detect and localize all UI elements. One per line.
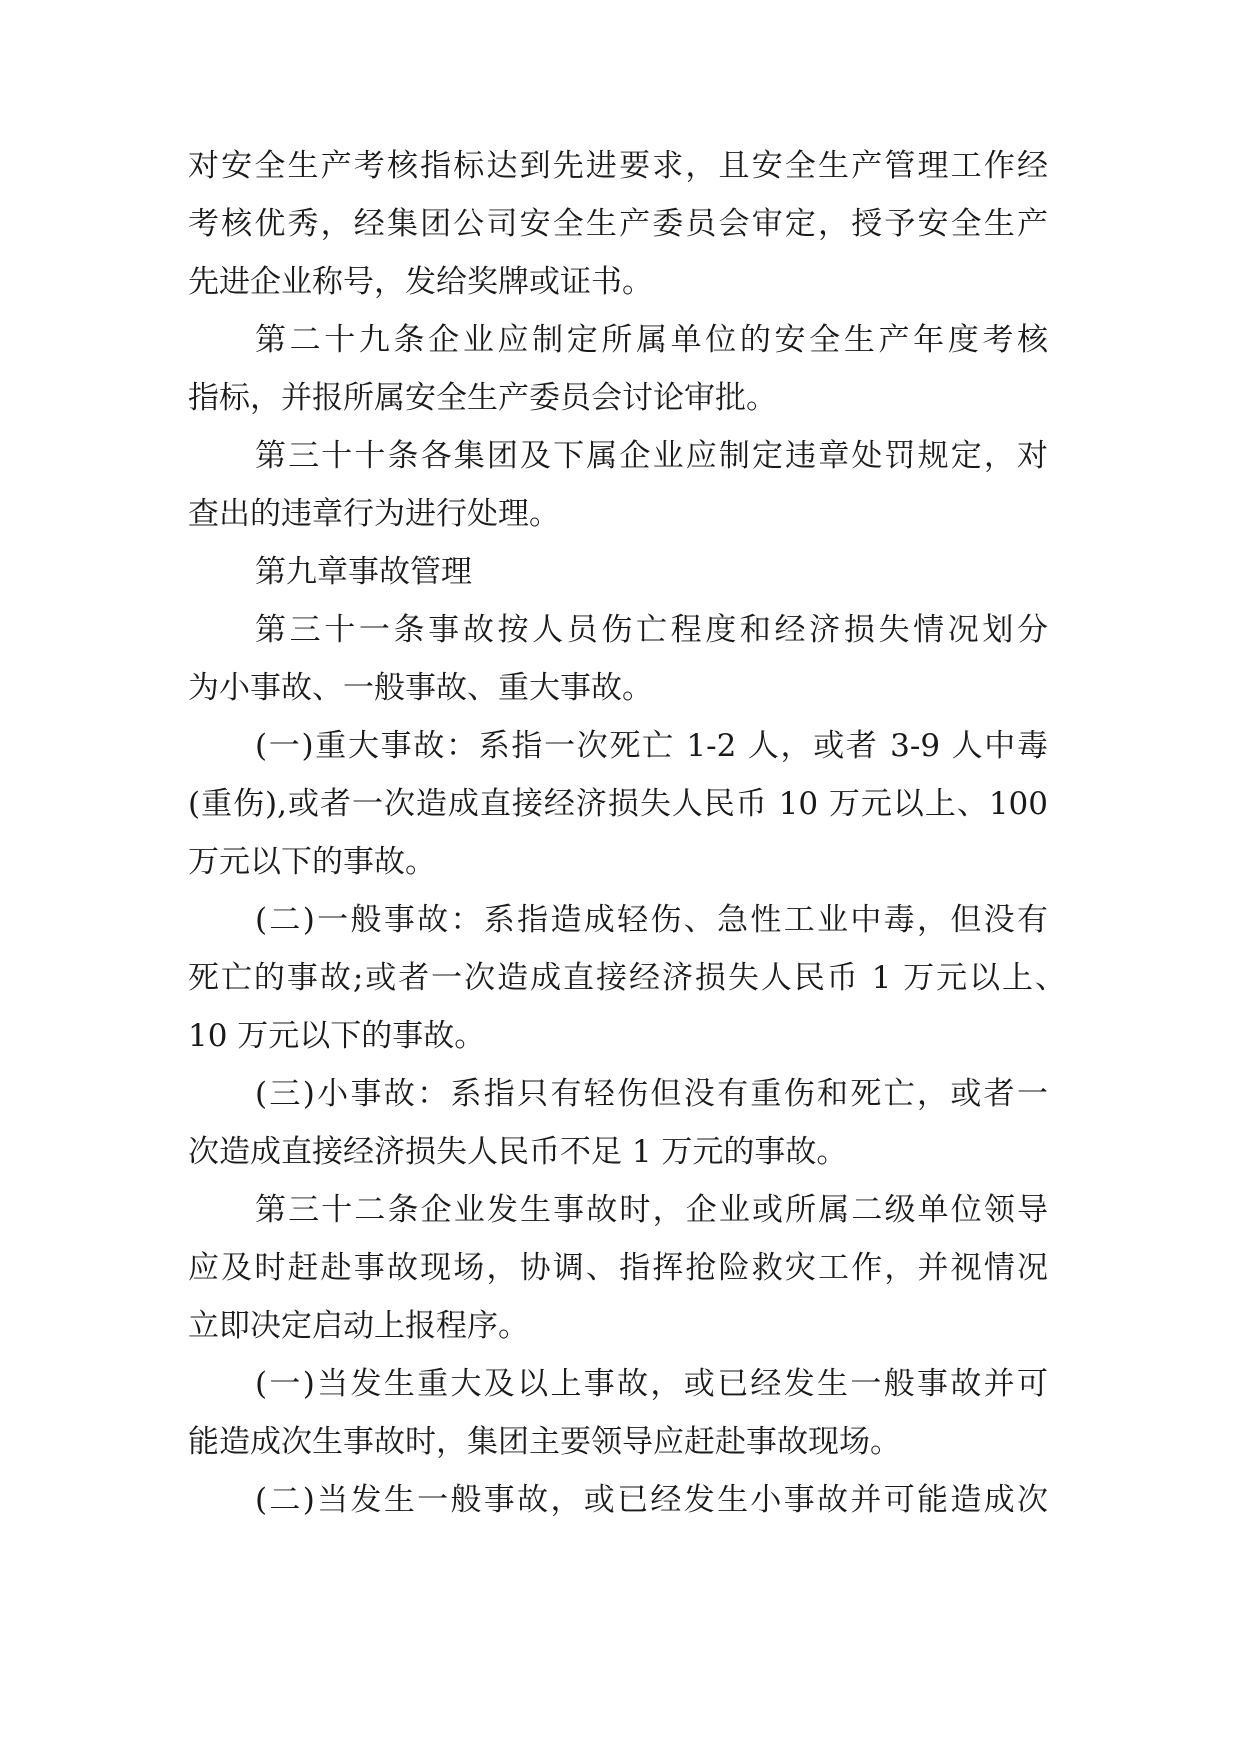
text-line: 能造成次生事故时，集团主要领导应赶赴事故现场。 xyxy=(188,1424,901,1460)
chapter-heading: 第九章事故管理 xyxy=(255,554,472,590)
text-line: 立即决定启动上报程序。 xyxy=(188,1308,529,1344)
text-line: (二)当发生一般事故，或已经发生小事故并可能造成次 xyxy=(255,1482,1048,1518)
text-line: 为小事故、一般事故、重大事故。 xyxy=(188,670,653,706)
text-line: (二)一般事故：系指造成轻伤、急性工业中毒，但没有 xyxy=(255,902,1048,938)
text-line: 次造成直接经济损失人民币不足 1 万元的事故。 xyxy=(188,1134,848,1170)
text-line: (三)小事故：系指只有轻伤但没有重伤和死亡，或者一 xyxy=(255,1076,1048,1112)
text-line: 第二十九条企业应制定所属单位的安全生产年度考核 xyxy=(255,322,1048,358)
text-line: 第三十十条各集团及下属企业应制定违章处罚规定，对 xyxy=(255,438,1048,474)
text-line: 第三十二条企业发生事故时，企业或所属二级单位领导 xyxy=(255,1192,1048,1228)
text-line: 先进企业称号，发给奖牌或证书。 xyxy=(188,264,653,300)
text-line: 对安全生产考核指标达到先进要求，且安全生产管理工作经 xyxy=(188,148,1048,184)
text-line: 考核优秀，经集团公司安全生产委员会审定，授予安全生产 xyxy=(188,206,1048,242)
text-line: 10 万元以下的事故。 xyxy=(188,1018,486,1054)
text-line: 应及时赶赴事故现场，协调、指挥抢险救灾工作，并视情况 xyxy=(188,1250,1048,1286)
text-line: 第三十一条事故按人员伤亡程度和经济损失情况划分 xyxy=(255,612,1048,648)
text-line: 死亡的事故;或者一次造成直接经济损失人民币 1 万元以上、 xyxy=(188,960,1066,996)
text-line: (一)当发生重大及以上事故，或已经发生一般事故并可 xyxy=(255,1366,1048,1402)
text-line: (重伤),或者一次造成直接经济损失人民币 10 万元以上、100 xyxy=(188,786,1048,822)
text-line: 万元以下的事故。 xyxy=(188,844,436,880)
text-line: 指标，并报所属安全生产委员会讨论审批。 xyxy=(188,380,777,416)
text-line: 查出的违章行为进行处理。 xyxy=(188,496,560,532)
text-line: (一)重大事故：系指一次死亡 1-2 人，或者 3-9 人中毒 xyxy=(255,728,1048,764)
